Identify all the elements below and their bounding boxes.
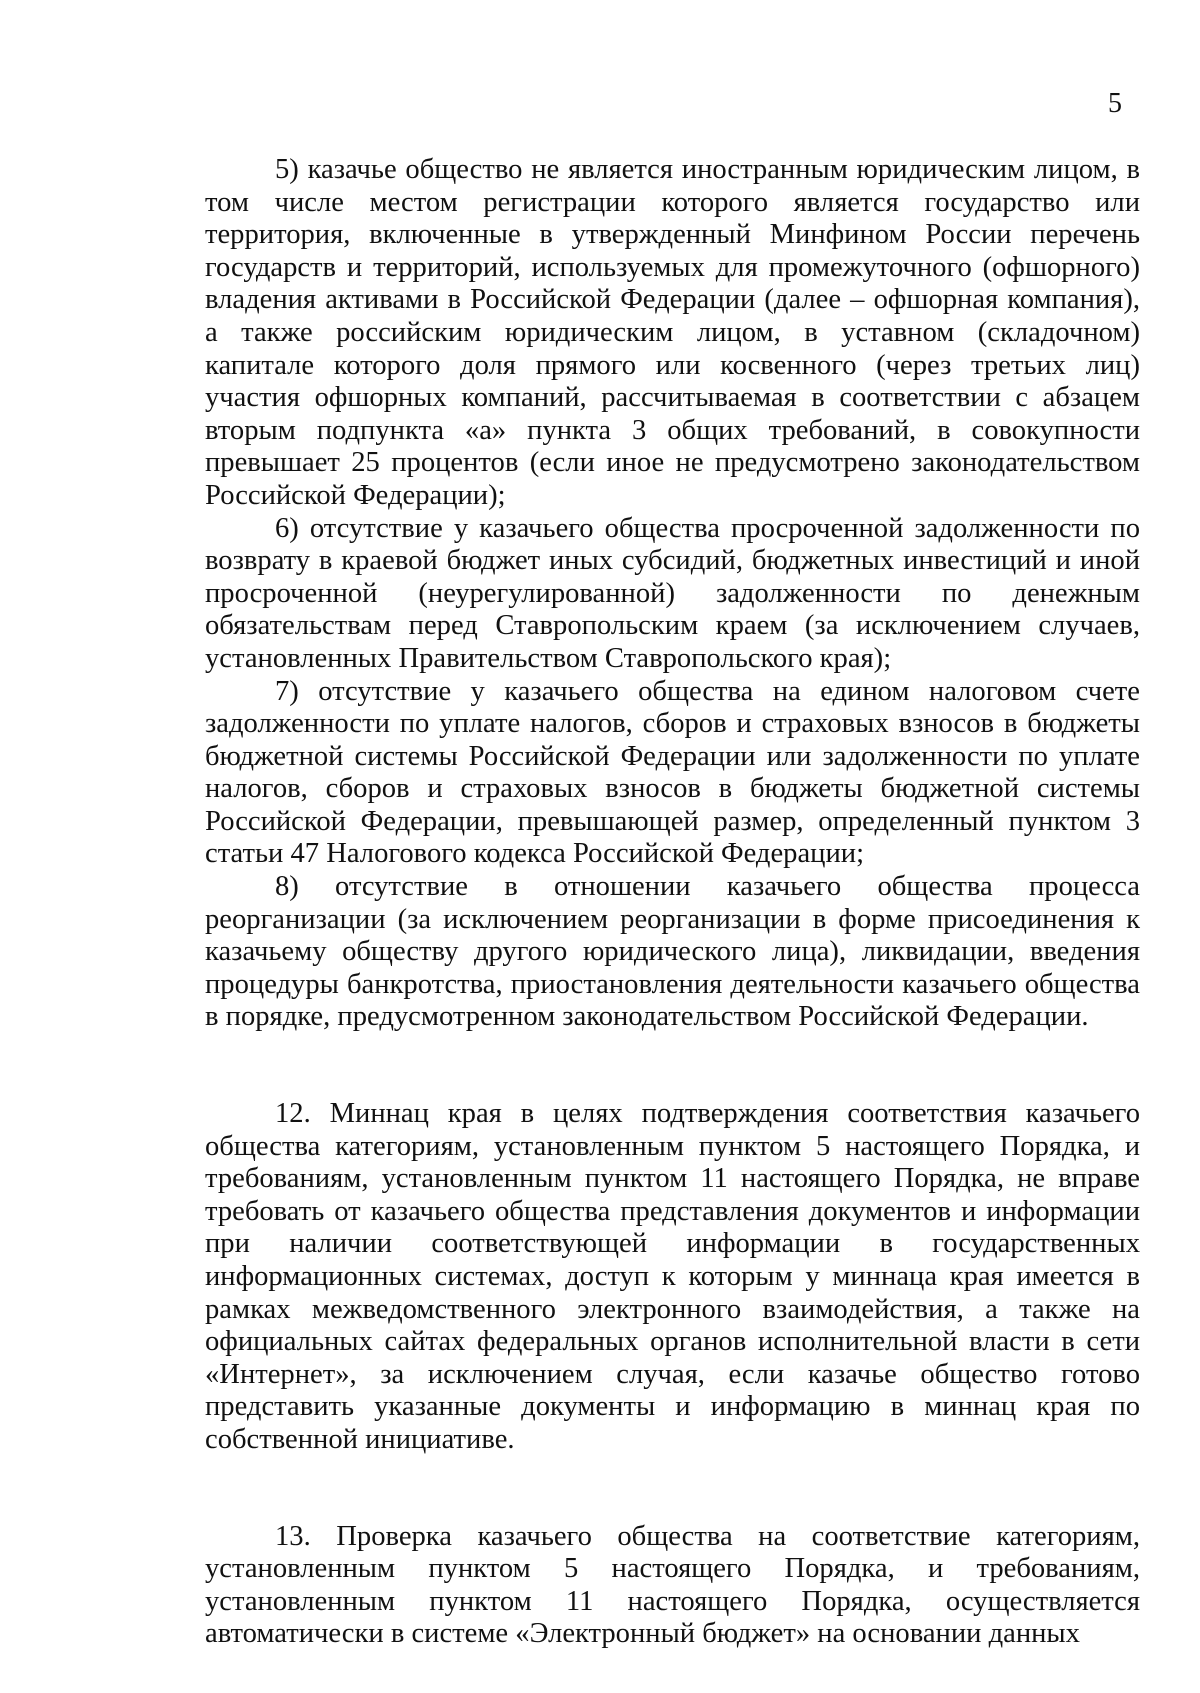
paragraph-item-7: 7) отсутствие у казачьего общества на едином налоговом счете задолженности по уплате налогов, сборов и страховых взносов в бюджеты бюджетной системы Российской Федерации или задолженности по уплате налогов, сборов и страховых взносов в бюджеты бюджетной системы Российской Федерации, превышающей размер, определенный пунктом 3 статьи 47 Налогового кодекса Российской Федерации; — [205, 675, 1140, 870]
page-number: 5 — [1108, 88, 1122, 119]
paragraph-section-13: 13. Проверка казачьего общества на соответствие категориям, установленным пунктом 5 настоящего Порядка, и требованиям, установленным пунктом 11 настоящего Порядка, осуществляется автоматически в системе «Электронный бюджет» на основании данных — [205, 1520, 1140, 1650]
document-body — [205, 154, 1140, 1651]
paragraph-section-12: 12. Миннац края в целях подтверждения соответствия казачьего общества категориям, установленным пунктом 5 настоящего Порядка, и требованиям, установленным пунктом 11 настоящего Порядка, не вправе требовать от казачьего общества представления документов и информации при наличии соответствующей информации в государственных информационных системах, доступ к которым у миннаца края имеется в рамках межведомственного электронного взаимодействия, а также на официальных сайтах федеральных органов исполнительной власти в сети «Интернет», за исключением случая, если казачье общество готово представить указанные документы и информацию в миннац края по собственной инициативе. — [205, 1098, 1140, 1455]
paragraph-item-8: 8) отсутствие в отношении казачьего общества процесса реорганизации (за исключением реорганизации в форме присоединения к казачьему обществу другого юридического лица), ликвидации, введения процедуры банкротства, приостановления деятельности казачьего общества в порядке, предусмотренном законодательством Российской Федерации. — [205, 871, 1140, 1033]
paragraph-item-6: 6) отсутствие у казачьего общества просроченной задолженности по возврату в краевой бюджет иных субсидий, бюджетных инвестиций и иной просроченной (неурегулированной) задолженности по денежным обязательствам перед Ставропольским краем (за исключением случаев, установленных Правительством Ставропольского края); — [205, 512, 1140, 674]
paragraph-item-5: 5) казачье общество не является иностранным юридическим лицом, в том числе местом регистрации которого является государство или территория, включенные в утвержденный Минфином России перечень государств и территорий, используемых для промежуточного (офшорного) владения активами в Российской Федерации (далее – офшорная компания), а также российским юридическим лицом, в уставном (складочном) капитале которого доля прямого или косвенного (через третьих лиц) участия офшорных компаний, рассчитываемая в соответствии с абзацем вторым подпункта «а» пункта 3 общих требований, в совокупности превышает 25 процентов (если иное не предусмотрено законодательством Российской Федерации); — [205, 154, 1140, 511]
